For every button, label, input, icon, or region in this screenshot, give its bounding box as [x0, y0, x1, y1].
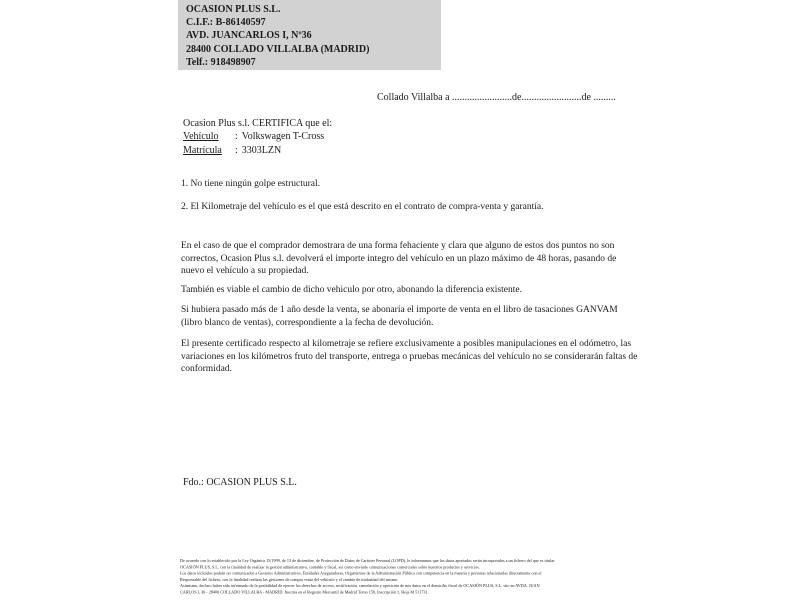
- company-phone: Telf.: 918498907: [186, 56, 256, 68]
- legal-line-4: Responsable del fichero, con la finalidad realizar las gestiones de compra venta del vehículo y el cambio de titularidad del mismo.: [180, 577, 399, 582]
- vehicle-separator: :: [235, 131, 238, 142]
- legal-line-3: Los datos incluidos podrán ser comunicados a Gestores Administrativos, Entidades Aseguradoras, Organismos de la Administración Pública con competencia en la materia y personas relacionadas directamente con el: [180, 571, 542, 576]
- legal-fine-print: [180, 558, 620, 600]
- vehicle-label: Vehículo: [183, 131, 219, 142]
- place-date-line: Collado Villalba a ........................de........................de .........: [377, 92, 616, 103]
- vehicle-field: [183, 131, 324, 142]
- company-cif: C.I.F.: B-86140597: [186, 17, 266, 29]
- company-address: AVD. JUANCARLOS I, Nº36: [186, 30, 312, 42]
- condition-1: 1. No tiene ningún golpe estructural.: [181, 179, 321, 189]
- company-header-box: [178, 0, 441, 70]
- company-city: 28400 COLLADO VILLALBA (MADRID): [186, 43, 370, 55]
- signature-line: Fdo.: OCASION PLUS S.L.: [183, 477, 297, 488]
- legal-line-6: CARLOS I, 36 - 28400 COLLADO VILLALBA - MADRID. Inscrita en el Registro Mercantil de Madrid Tomo 150, Inscripción 1, Hoja M 511731.: [180, 589, 429, 595]
- plate-value: 3303LZN: [241, 145, 282, 156]
- vehicle-value: Volkswagen T-Cross: [241, 131, 325, 142]
- condition-2: 2. El Kilometraje del vehículo es el que está descrito en el contrato de compra-venta y garantía.: [181, 202, 544, 212]
- certification-intro: Ocasion Plus s.l. CERTIFICA que el:: [183, 118, 333, 129]
- plate-field: [183, 145, 281, 156]
- legal-line-5: Asimismo, declaro haber sido informado de la posibilidad de ejercer los derechos de acceso, rectificación, cancelación y oposición de mis datos en el domicilio fiscal de OCASIÓN PLUS, S.L. sito en AVDA. JUAN: [180, 583, 540, 589]
- legal-line-1: De acuerdo con lo establecido por la Ley Orgánica 15/1999, de 13 de diciembre, de Protección de Datos de Carácter Personal (LOPD), le informamos que los datos aportados serán incorporados a un fichero del que es titular: [180, 558, 555, 563]
- paragraph-exchange-option: También es viable el cambio de dicho vehiculo por otro, abonando la diferencia existente.: [181, 285, 522, 295]
- legal-fine-print-text: [180, 558, 620, 596]
- plate-separator: :: [235, 145, 238, 156]
- legal-line-2: OCASIÓN PLUS, S.L. con la finalidad de realizar la gestión administrativa, contable y fiscal, así como enviarle comunicaciones comerciales sobre nuestros productos y servicios.: [180, 564, 480, 570]
- paragraph-refund-policy: En el caso de que el comprador demostrara de una forma fehaciente y clara que alguno de estos dos puntos no son correctos, Ocasion Plus s.l. devolverá el importe integro del vehículo en un plazo máximo de 48 horas, pasando de nuevo el vehículo a su propiedad.: [181, 241, 617, 277]
- paragraph-ganvam-valuation: Si hubiera pasado más de 1 año desde la venta, se abonaría el importe de venta en el libro de tasaciones GANVAM (libro blanco de ventas), correspondiente a la fecha de devolución.: [181, 305, 618, 328]
- company-name: OCASION PLUS S.L.: [186, 4, 281, 15]
- paragraph-mileage-disclaimer: El presente certificado respecto al kilometraje se refiere exclusivamente a posibles manipulaciones en el odómetro, las variaciones en los kilómetros fruto del transporte, entrega o pruebas mecánicas del vehículo no se considerarán faltas de conformidad.: [181, 339, 638, 375]
- plate-label: Matrícula: [183, 145, 222, 156]
